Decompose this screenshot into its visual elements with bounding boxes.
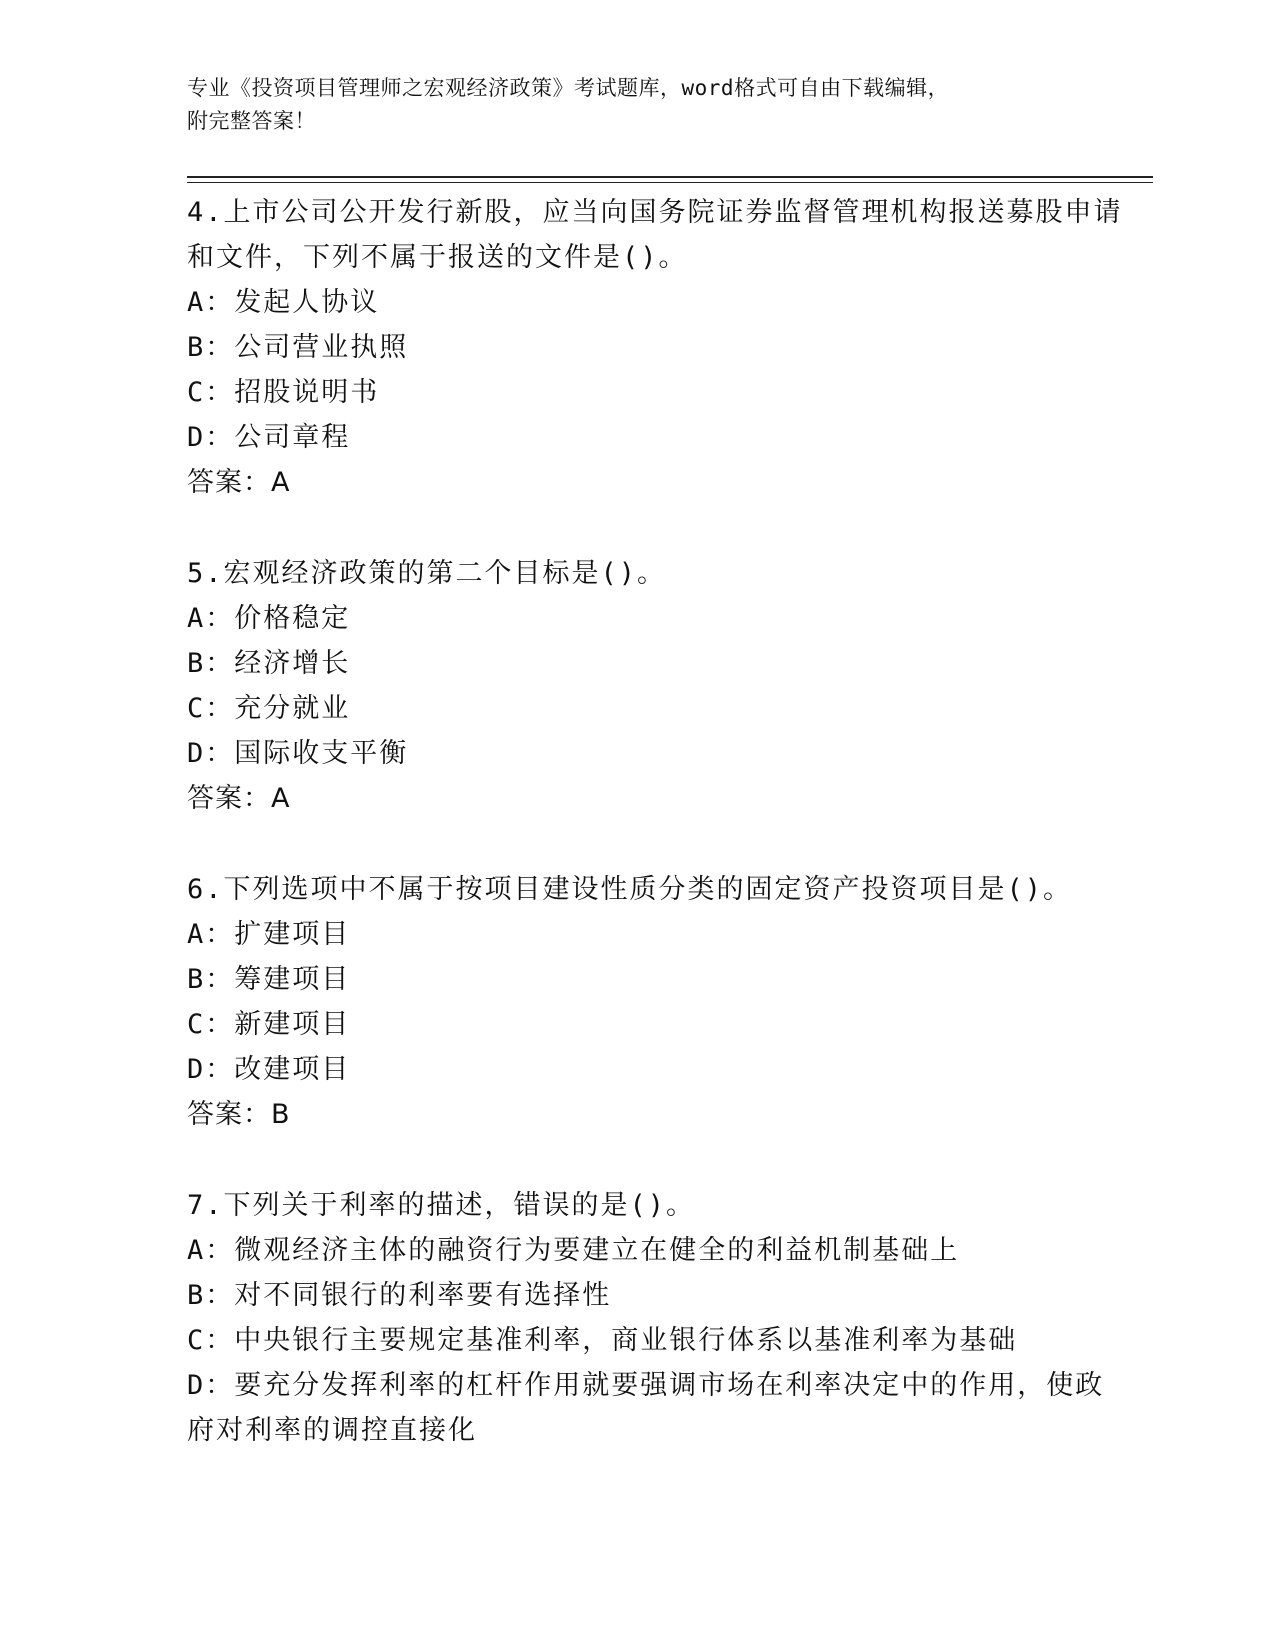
question-4 [187,190,1127,505]
option-a: A：发起人协议 [187,287,380,318]
option-a: A：价格稳定 [187,603,351,634]
option-d: D：改建项目 [187,1054,351,1085]
answer: 答案：B [187,1099,291,1130]
option-b: B：公司营业执照 [187,332,409,363]
header-divider [187,176,1153,178]
option-d: D：公司章程 [187,422,351,453]
answer: 答案：A [187,783,291,814]
question-text: 4.上市公司公开发行新股，应当向国务院证券监督管理机构报送募股申请和文件，下列不属于报送的文件是()。 [187,197,1123,273]
option-c: C：新建项目 [187,1009,351,1040]
question-text: 5.宏观经济政策的第二个目标是()。 [187,558,667,589]
answer: 答案：A [187,467,291,498]
question-5 [187,551,1127,821]
option-a: A：微观经济主体的融资行为要建立在健全的利益机制基础上 [187,1235,960,1266]
option-b: B：经济增长 [187,648,351,679]
document-header [187,72,1087,138]
header-line-2: 附完整答案！ [187,109,316,133]
option-b: B：筹建项目 [187,964,351,995]
question-list [187,190,1127,1499]
option-c: C：招股说明书 [187,377,380,408]
option-c: C：充分就业 [187,693,351,724]
question-text: 7.下列关于利率的描述，错误的是()。 [187,1190,696,1221]
question-text: 6.下列选项中不属于按项目建设性质分类的固定资产投资项目是()。 [187,874,1073,905]
option-a: A：扩建项目 [187,919,351,950]
option-d: D：要充分发挥利率的杠杆作用就要强调市场在利率决定中的作用，使政府对利率的调控直接化 [187,1370,1105,1446]
option-b: B：对不同银行的利率要有选择性 [187,1280,612,1311]
option-c: C：中央银行主要规定基准利率，商业银行体系以基准利率为基础 [187,1325,1018,1356]
question-7 [187,1183,1127,1453]
header-line-1: 专业《投资项目管理师之宏观经济政策》考试题库，word格式可自由下载编辑， [187,76,950,100]
question-6 [187,867,1127,1137]
header-divider-thin [187,182,1153,183]
option-d: D：国际收支平衡 [187,738,409,769]
